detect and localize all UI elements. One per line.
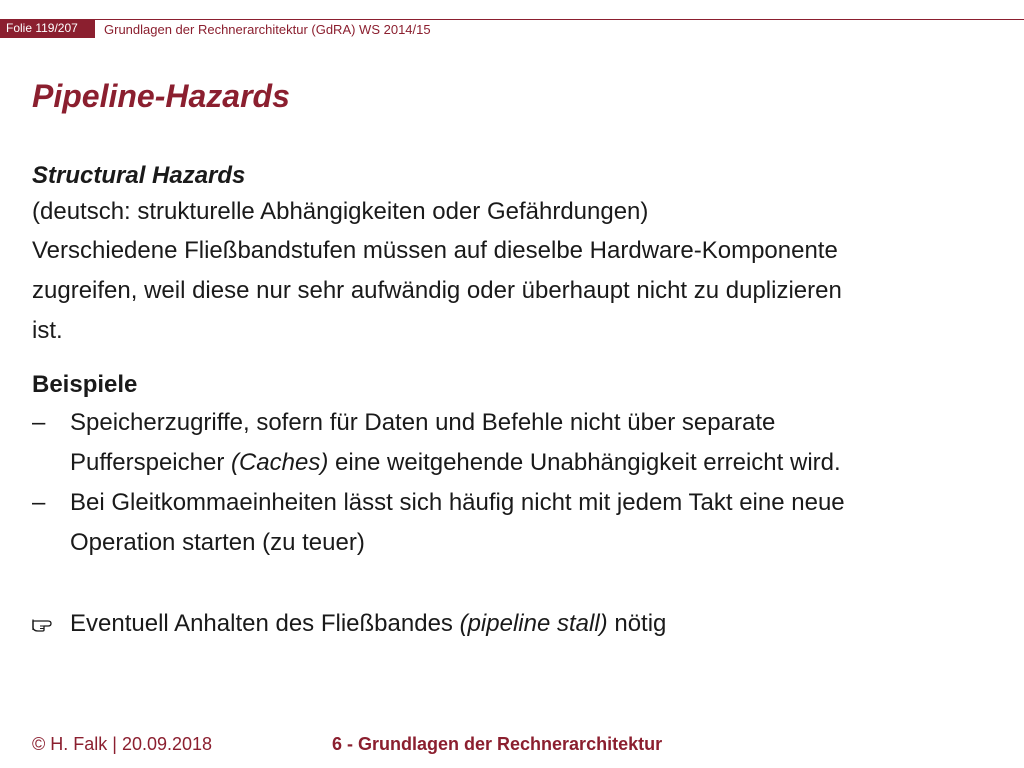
description-line-3: ist.: [32, 317, 63, 344]
caches-term: (Caches): [230, 449, 329, 476]
example-text-cont: Operation starten (zu teuer): [70, 529, 365, 556]
example-item: [32, 483, 1002, 563]
description-line-2: zugreifen, weil diese nur sehr aufwändig oder überhaupt nicht zu duplizieren: [32, 277, 842, 304]
example-text: Bei Gleitkommaeinheiten lässt sich häufig nicht mit jedem Takt eine neue: [70, 489, 845, 516]
course-title: Grundlagen der Rechnerarchitektur (GdRA) WS 2014/15: [104, 22, 431, 37]
example-text-cont: Pufferspeicher (Caches) eine weitgehende Unabhängigkeit erreicht wird.: [70, 449, 841, 476]
description-line-1: Verschiedene Fließbandstufen müssen auf dieselbe Hardware-Komponente: [32, 237, 838, 264]
pipeline-stall-term: (pipeline stall): [459, 610, 608, 637]
footer-author-date: © H. Falk | 20.09.2018: [32, 734, 213, 754]
examples-heading: Beispiele: [32, 371, 138, 398]
slide-content: [32, 159, 1002, 644]
example-item: [32, 403, 1002, 483]
slide-title: Pipeline-Hazards: [32, 78, 290, 114]
section-heading: Structural Hazards: [32, 162, 246, 189]
section-subheading: (deutsch: strukturelle Abhängigkeiten oder Gefährdungen): [32, 198, 649, 225]
pointing-hand-icon: [32, 604, 70, 644]
dash-bullet: –: [32, 409, 46, 436]
conclusion: Eventuell Anhalten des Fließbandes (pipeline stall) nötig: [32, 604, 1002, 644]
footer-chapter: 6 - Grundlagen der Rechnerarchitektur: [332, 734, 663, 754]
dash-bullet: –: [32, 489, 46, 516]
example-text: Speicherzugriffe, sofern für Daten und Befehle nicht über separate: [70, 409, 776, 436]
slide-number-badge: Folie 119/207: [0, 19, 95, 38]
header-bar: [0, 0, 1024, 40]
